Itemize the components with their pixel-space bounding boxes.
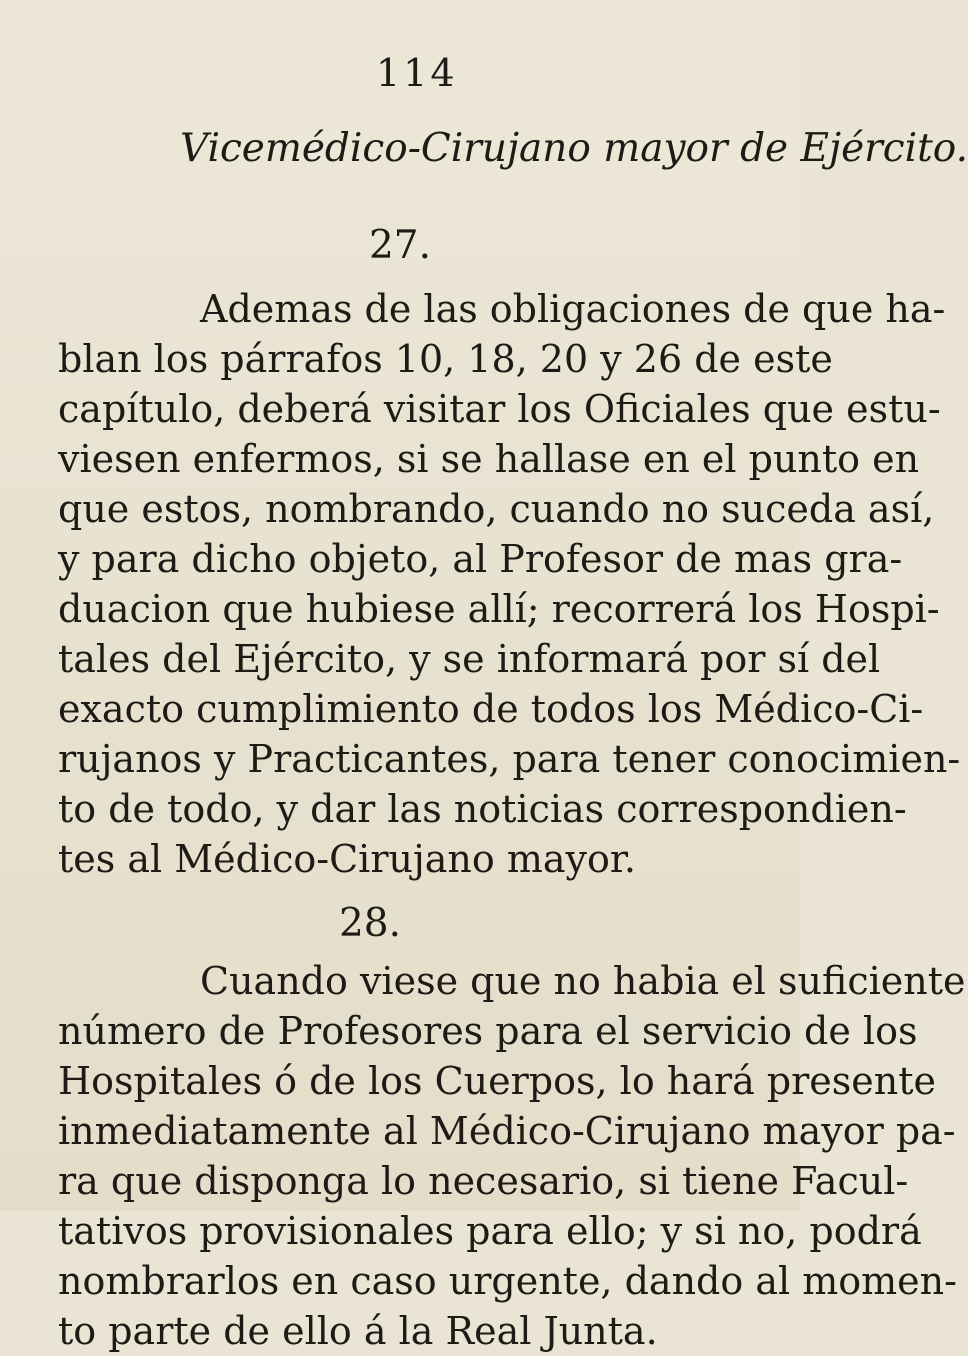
paragraph-line: que estos, nombrando, cuando no suceda así, — [58, 487, 935, 531]
paragraph-line: to parte de ello á la Real Junta. — [58, 1309, 658, 1353]
paragraph-line: capítulo, deberá visitar los Oficiales que estu- — [58, 387, 941, 431]
paragraph-line: tes al Médico-Cirujano mayor. — [58, 837, 636, 881]
paragraph-line: blan los párrafos 10, 18, 20 y 26 de este — [58, 337, 833, 381]
paragraph-line: tativos provisionales para ello; y si no, podrá — [58, 1209, 922, 1253]
paragraph-line: exacto cumplimiento de todos los Médico-Ci- — [58, 687, 924, 731]
paragraph-line: nombrarlos en caso urgente, dando al momen- — [58, 1259, 957, 1303]
running-title: Vicemédico-Cirujano mayor de Ejército. — [180, 126, 968, 171]
paragraph-line: to de todo, y dar las noticias correspondien- — [58, 787, 907, 831]
paragraph-line: Hospitales ó de los Cuerpos, lo hará presente — [58, 1059, 937, 1103]
paragraph-line: inmediatamente al Médico-Cirujano mayor pa- — [58, 1109, 956, 1153]
paragraph-line: tales del Ejército, y se informará por sí del — [58, 637, 881, 681]
paragraph-line: ra que disponga lo necesario, si tiene Facul- — [58, 1159, 909, 1203]
paragraph-line: viesen enfermos, si se hallase en el punto en — [58, 437, 920, 481]
paragraph-line: y para dicho objeto, al Profesor de mas gra- — [58, 537, 903, 581]
paragraph-line: Cuando viese que no habia el suficiente — [200, 959, 966, 1003]
section-number-28: 28. — [338, 901, 402, 946]
paragraph-line: rujanos y Practicantes, para tener conocimien- — [58, 737, 961, 781]
paragraph-line: número de Profesores para el servicio de los — [58, 1009, 918, 1053]
paragraph-line: Ademas de las obligaciones de que ha- — [200, 287, 946, 331]
paragraph-line: duacion que hubiese allí; recorrerá los Hospi- — [58, 587, 940, 631]
section-number-27: 27. — [368, 223, 432, 268]
page-number: 114 — [376, 51, 458, 95]
